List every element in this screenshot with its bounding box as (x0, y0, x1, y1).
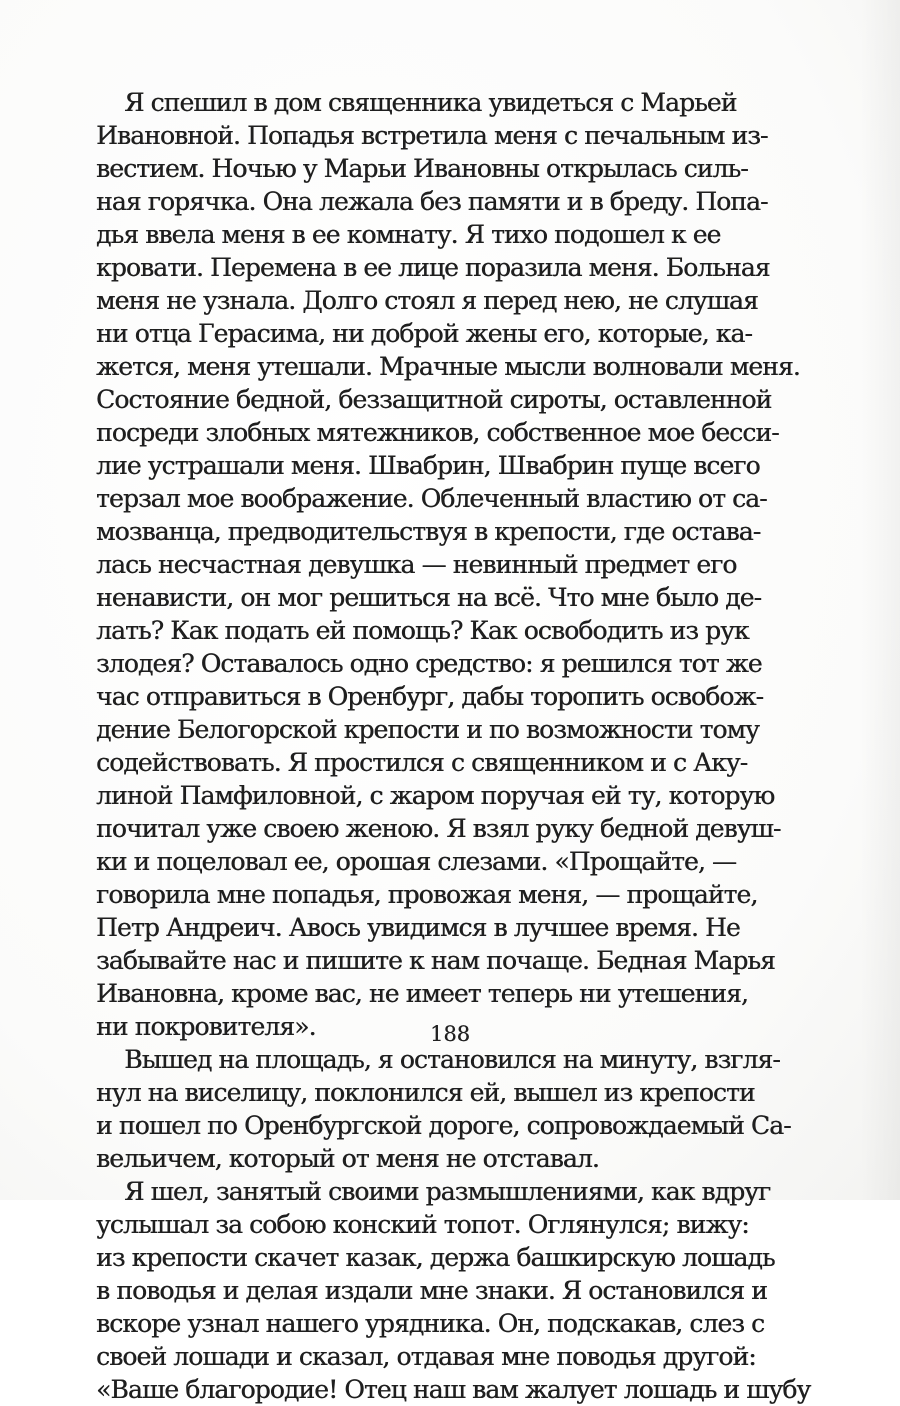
page-edge-shadow (860, 0, 900, 1200)
page-text (96, 86, 848, 1406)
page-number: 188 (429, 1022, 471, 1046)
paragraph-3: Я шел, занятый своими размышлениями, как вдруг услышал за собою конский топот. Оглянулся; вижу: из крепости скачет казак, держа башкирскую лошадь в поводья и делая издали мне знаки. Я остановился и вскоре узнал нашего урядника. Он, подскакав, слез с своей лошади и сказал, отдавая мне поводья другой: «Ваше благородие! Отец наш вам жалует лошадь и шубу (96, 1177, 811, 1404)
paragraph-1: Я спешил в дом священника увидеться с Марьей Ивановной. Попадья встретила меня с печальным из- вестием. Ночью у Марьи Ивановны открылась силь- ная горячка. Она лежала без памяти и в бреду. Попа- дья ввела меня в ее комнату. Я тихо подошел к ее кровати. Перемена в ее лице поразила меня. Больная меня не узнала. Долго стоял я перед нею, не слушая ни отца Герасима, ни доброй жены его, которые, ка- жется, меня утешали. Мрачные мысли волновали меня. Состояние бедной, беззащитной сироты, оставленной посреди злобных мятежников, собственное мое бесси- лие устрашали меня. Швабрин, Швабрин пуще всего терзал мое воображение. Облеченный властию от са- мозванца, предводительствуя в крепости, где остава- лась несчастная девушка — невинный предмет его ненависти, он мог решиться на всё. Что мне было де- лать? Как подать ей помощь? Как освободить из рук злодея? Оставалось одно средство: я решился тот же час отправиться в Оренбург, дабы торопить освобож- дение Белогорской крепости и по возможности тому содействовать. Я простился с священником и с Аку- линой Памфиловной, с жаром поручая ей ту, которую почитал уже своею женою. Я взял руку бедной девуш- ки и поцеловал ее, орошая слезами. «Прощайте, — говорила мне попадья, провожая меня, — прощайте, Петр Андреич. Авось увидимся в лучшее время. Не забывайте нас и пишите к нам почаще. Бедная Марья Ивановна, кроме вас, не имеет теперь ни утешения, ни покровителя». (96, 88, 800, 1041)
paragraph-2: Вышед на площадь, я остановился на минуту, взгля- нул на виселицу, поклонился ей, вышел из крепости и пошел по Оренбургской дороге, сопровождаемый Са- вельичем, который от меня не отставал. (96, 1045, 791, 1173)
